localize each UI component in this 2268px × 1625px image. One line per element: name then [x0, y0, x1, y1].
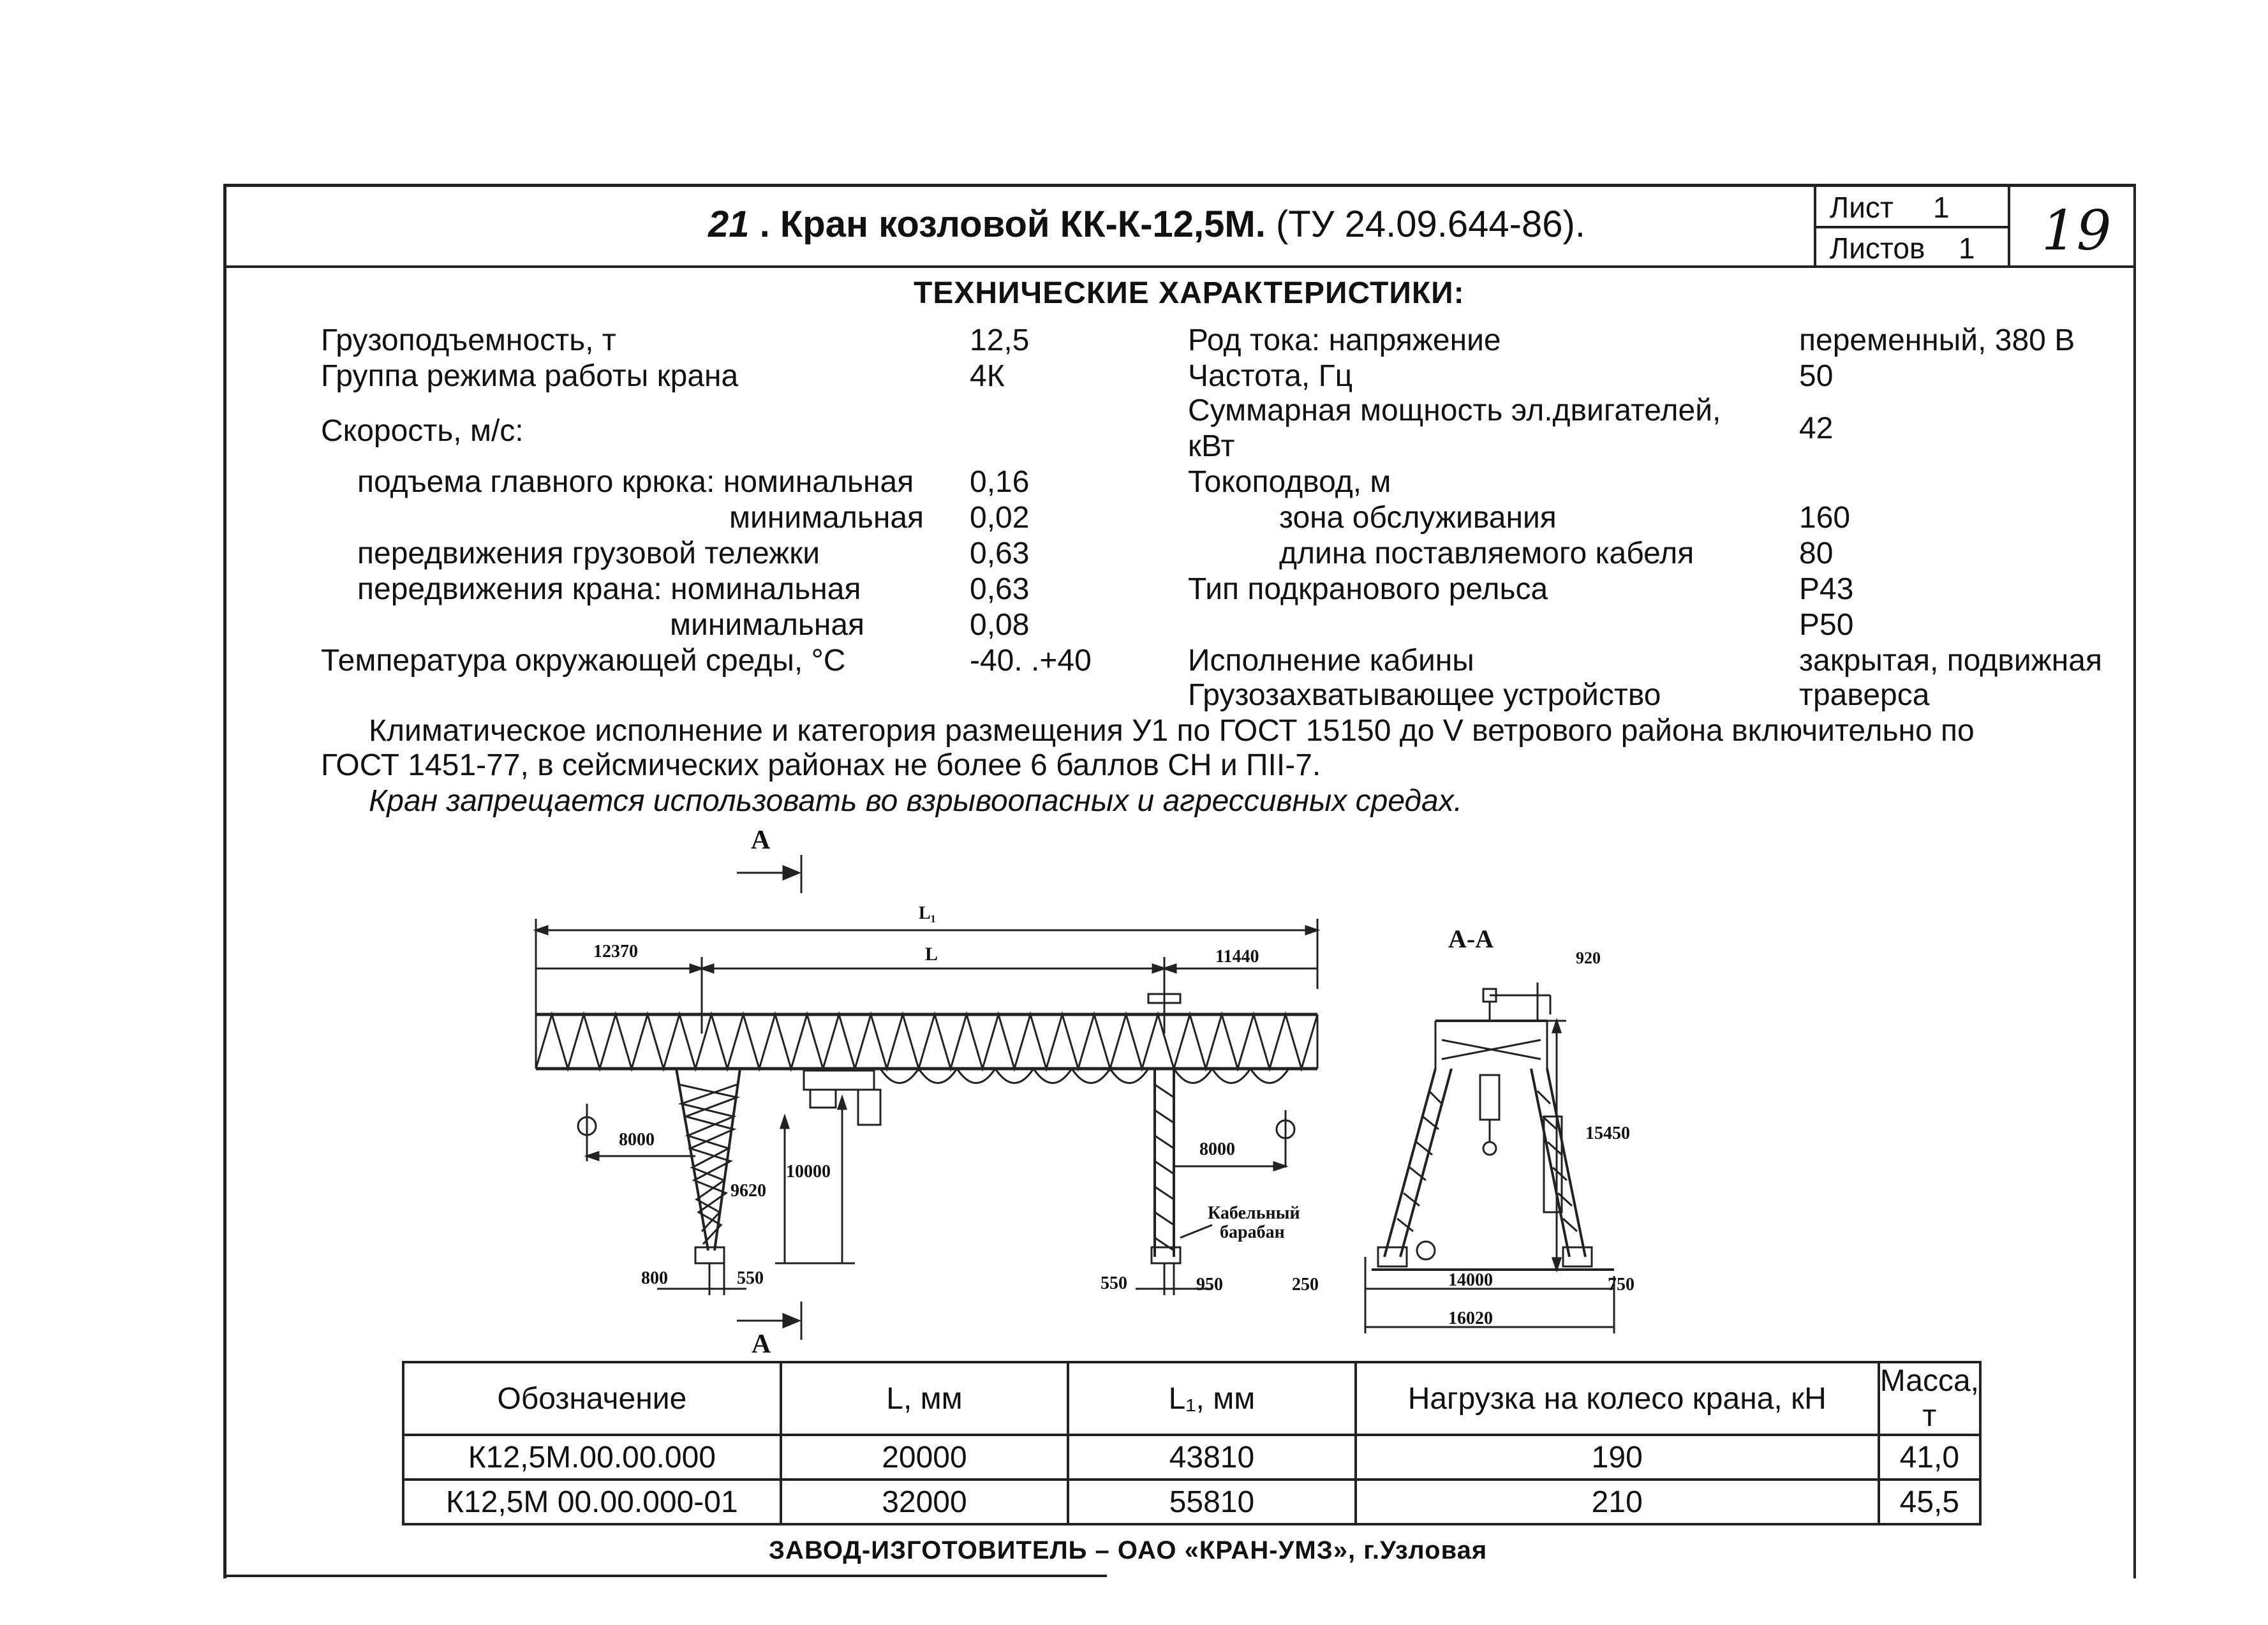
- table-cell: К12,5М.00.00.000: [403, 1435, 781, 1480]
- spec-value: 0,08: [970, 608, 1030, 642]
- variants-table: [402, 1361, 1982, 1525]
- section-view-label: А-А: [1448, 924, 1494, 953]
- sheets-value: 1: [1959, 232, 1975, 265]
- spec-label: Грузозахватывающее устройство: [1188, 678, 1661, 712]
- spec-value: 0,16: [970, 465, 1030, 499]
- section-mark-top: А: [751, 829, 771, 855]
- spec-label: подъема главного крюка: номинальная: [357, 465, 914, 499]
- table-header: Масса, т: [1879, 1362, 1980, 1435]
- manufacturer-footer: ЗАВОД-ИЗГОТОВИТЕЛЬ – ОАО «КРАН-УМЗ», г.Узловая: [769, 1536, 1488, 1564]
- spec-value: Р50: [1799, 608, 1854, 642]
- dim-550-left: 550: [737, 1268, 764, 1288]
- sheet-value: 1: [1933, 191, 1950, 224]
- sheet-label: Лист: [1830, 191, 1894, 224]
- spec-label: Род тока: напряжение: [1188, 323, 1501, 357]
- spec-label: минимальная: [729, 501, 924, 535]
- page-number: 19: [2042, 199, 2112, 263]
- spec-value: 4К: [970, 359, 1005, 393]
- section-title: ТЕХНИЧЕСКИЕ ХАРАКТЕРИСТИКИ:: [914, 276, 1465, 310]
- table-cell: 43810: [1068, 1435, 1356, 1480]
- table-cell: 20000: [781, 1435, 1069, 1480]
- spec-value: Р43: [1799, 572, 1854, 606]
- sheet-box-divider: [1814, 226, 2010, 228]
- spec-value: 0,63: [970, 537, 1030, 570]
- dim-550-right: 550: [1101, 1273, 1127, 1293]
- table-cell: 55810: [1068, 1480, 1356, 1524]
- spec-label: Скорость, м/с:: [321, 414, 524, 448]
- spec-label: зона обслуживания: [1279, 501, 1557, 535]
- table-cell: К12,5М 00.00.000-01: [403, 1480, 781, 1524]
- spec-label: Исполнение кабины: [1188, 644, 1474, 678]
- table-header: Нагрузка на колесо крана, кН: [1356, 1362, 1879, 1435]
- table-cell: 41,0: [1879, 1435, 1980, 1480]
- spec-value: 0,63: [970, 572, 1030, 606]
- climate-paragraph-line1: Климатическое исполнение и категория размещения У1 по ГОСТ 15150 до V ветрового района включительно по: [369, 714, 1975, 748]
- sheets-label: Листов: [1830, 232, 1925, 265]
- table-cell: 190: [1356, 1435, 1879, 1480]
- spec-label: Тип подкранового рельса: [1188, 572, 1548, 606]
- spec-label: передвижения грузовой тележки: [357, 537, 820, 570]
- table-row: [403, 1435, 1980, 1480]
- spec-label: Группа режима работы крана: [321, 359, 739, 393]
- dim-250: 250: [1292, 1275, 1319, 1295]
- spec-value: 0,02: [970, 501, 1030, 535]
- spec-label-cont: кВт: [1188, 429, 1235, 463]
- dim-15450: 15450: [1585, 1124, 1630, 1143]
- table-row: [403, 1480, 1980, 1524]
- title-standard: (ТУ 24.09.644-86).: [1265, 204, 1585, 245]
- spec-value: траверса: [1799, 678, 1930, 712]
- spec-label: минимальная: [670, 608, 865, 642]
- climate-paragraph-line2: ГОСТ 1451-77, в сейсмических районах не более 6 баллов СН и ПII-7.: [321, 748, 1321, 782]
- dim-11440: 11440: [1215, 947, 1259, 967]
- item-number: 21: [708, 204, 750, 245]
- table-header: Обозначение: [403, 1362, 781, 1435]
- section-mark-bottom: А: [752, 1330, 771, 1359]
- frame-bottom-line: [226, 1575, 1107, 1577]
- dim-920: 920: [1576, 949, 1601, 967]
- spec-label: Частота, Гц: [1188, 359, 1353, 393]
- table-header-row: [403, 1362, 1980, 1435]
- spec-label: длина поставляемого кабеля: [1279, 537, 1694, 570]
- dim-950: 950: [1196, 1275, 1223, 1295]
- dim-8000-right: 8000: [1199, 1139, 1235, 1159]
- table-cell: 210: [1356, 1480, 1879, 1524]
- spec-label: Грузоподъемность, т: [321, 323, 616, 357]
- dim-800: 800: [641, 1268, 668, 1288]
- dim-L1: L₁: [919, 903, 937, 923]
- crane-drawing: [523, 829, 1671, 1359]
- spec-value: 12,5: [970, 323, 1030, 357]
- cable-drum-label-1: Кабельный: [1208, 1203, 1300, 1223]
- spec-label: Суммарная мощность эл.двигателей,: [1188, 394, 1721, 427]
- spec-value: 42: [1799, 412, 1834, 445]
- spec-value: 160: [1799, 501, 1851, 535]
- dim-9620: 9620: [730, 1181, 766, 1201]
- spec-label: Токоподвод, м: [1188, 465, 1391, 499]
- spec-label: Температура окружающей среды, °С: [321, 644, 846, 678]
- spec-label: передвижения крана: номинальная: [357, 572, 861, 606]
- spec-value: закрытая, подвижная: [1799, 644, 2102, 678]
- table-header: L, мм: [781, 1362, 1069, 1435]
- header-divider: [223, 265, 2136, 268]
- spec-value: 80: [1799, 537, 1834, 570]
- table-cell: 32000: [781, 1480, 1069, 1524]
- spec-value: 50: [1799, 359, 1834, 393]
- title-main: . Кран козловой КК-К-12,5М.: [749, 204, 1266, 245]
- spec-value: -40. .+40: [970, 644, 1092, 678]
- table-cell: 45,5: [1879, 1480, 1980, 1524]
- dim-12370: 12370: [593, 942, 638, 961]
- document-title: [708, 203, 1585, 246]
- spec-value: переменный, 380 В: [1799, 323, 2075, 357]
- dim-10000: 10000: [786, 1162, 831, 1182]
- dim-8000-left: 8000: [619, 1130, 655, 1150]
- dim-14000: 14000: [1448, 1270, 1493, 1290]
- dim-750: 750: [1608, 1275, 1634, 1295]
- dim-L: L: [925, 944, 938, 965]
- warning-paragraph: Кран запрещается использовать во взрывоопасных и агрессивных средах.: [369, 784, 1463, 818]
- dim-16020: 16020: [1448, 1309, 1493, 1328]
- table-header: L₁, мм: [1068, 1362, 1356, 1435]
- cable-drum-label-2: барабан: [1220, 1222, 1285, 1242]
